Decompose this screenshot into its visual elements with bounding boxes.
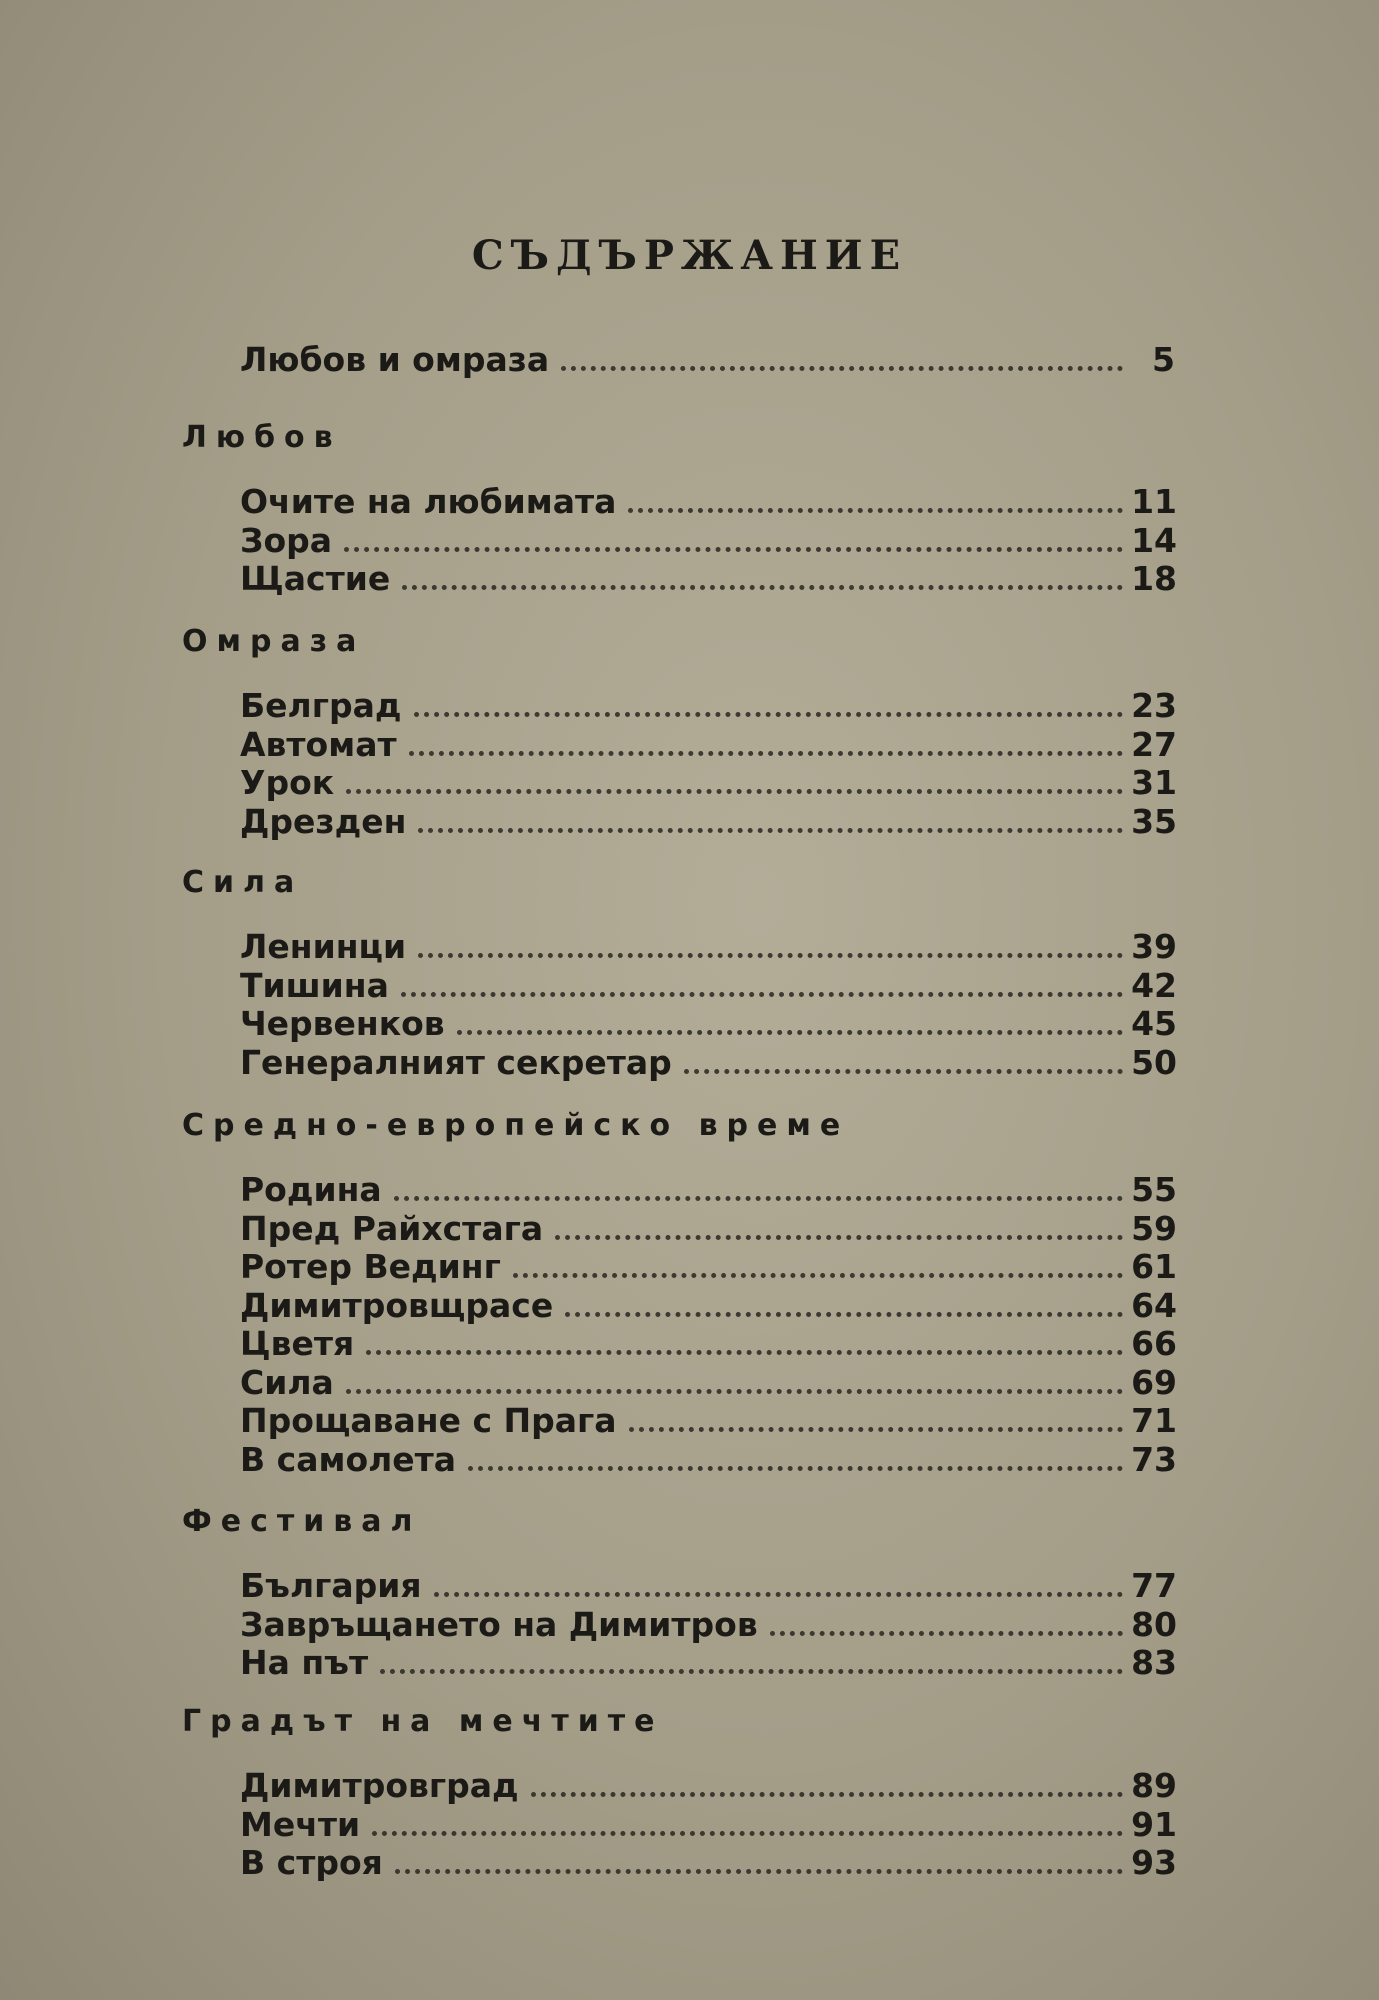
entry-title: Дрезден <box>240 801 407 841</box>
toc-entry <box>240 1247 1177 1286</box>
section-heading: Средно-европейско време <box>182 1108 850 1143</box>
section-heading: Любов <box>182 420 342 455</box>
entry-title: Димитровград <box>240 1766 519 1805</box>
toc-entry <box>240 1605 1177 1644</box>
entry-title: Зора <box>240 520 333 560</box>
entry-page: 23 <box>1131 686 1177 725</box>
entry-list <box>240 927 1177 1081</box>
toc-section <box>182 1504 1177 1682</box>
toc-section <box>182 1704 1177 1882</box>
dot-leader <box>346 1389 1123 1394</box>
entry-page: 18 <box>1131 559 1177 598</box>
entry-page: 59 <box>1131 1208 1177 1248</box>
entry-page: 73 <box>1131 1439 1177 1479</box>
toc-entry <box>240 1043 1177 1082</box>
entry-page: 61 <box>1131 1247 1177 1286</box>
entry-title: Сила <box>240 1362 334 1402</box>
dot-leader <box>409 751 1123 756</box>
toc-entry <box>240 927 1177 966</box>
dot-leader <box>402 585 1123 590</box>
entry-title: България <box>240 1566 422 1605</box>
dot-leader <box>372 1831 1123 1836</box>
entry-page: 50 <box>1131 1042 1177 1082</box>
section-heading: Градът на мечтите <box>182 1704 664 1739</box>
dot-leader <box>344 547 1123 552</box>
entry-title: Пред Райхстага <box>240 1208 544 1248</box>
entry-list <box>240 1766 1177 1882</box>
entry-page: 42 <box>1131 965 1177 1005</box>
entry-title: Димитровщрасе <box>240 1285 554 1325</box>
entry-page: 14 <box>1131 520 1177 560</box>
entry-page: 64 <box>1131 1285 1177 1325</box>
toc-entry <box>240 1566 1177 1605</box>
toc-entry <box>240 1401 1177 1440</box>
entry-list <box>240 482 1177 598</box>
dot-leader <box>346 789 1123 794</box>
toc-entry <box>240 1286 1177 1325</box>
dot-leader <box>401 992 1123 997</box>
entry-page: 55 <box>1131 1170 1177 1209</box>
toc-entry <box>240 1766 1177 1805</box>
entry-title: Цветя <box>240 1324 355 1363</box>
dot-leader <box>555 1235 1123 1240</box>
page-title: СЪДЪРЖАНИЕ <box>471 232 908 279</box>
toc-entry <box>240 1805 1177 1844</box>
entry-title: Червенков <box>240 1004 445 1043</box>
entry-page: 69 <box>1131 1362 1177 1402</box>
entry-title: Родина <box>240 1170 382 1209</box>
entry-page: 31 <box>1131 763 1177 802</box>
toc-entry <box>240 1004 1177 1043</box>
toc-entry <box>240 1209 1177 1248</box>
dot-leader <box>380 1669 1123 1674</box>
dot-leader <box>531 1792 1123 1797</box>
entry-title: На път <box>240 1643 369 1682</box>
entry-list <box>240 686 1177 840</box>
toc-entry <box>240 725 1177 764</box>
toc-entry <box>240 1324 1177 1363</box>
dot-leader <box>684 1069 1123 1074</box>
entry-page: 93 <box>1131 1843 1177 1882</box>
dot-leader <box>418 828 1123 833</box>
entry-list <box>240 1566 1177 1682</box>
entry-page: 80 <box>1131 1604 1177 1644</box>
entry-page: 5 <box>1152 340 1175 379</box>
toc-entry <box>240 1170 1177 1209</box>
dot-leader <box>770 1631 1123 1636</box>
toc-section <box>182 865 1177 1081</box>
entry-page: 45 <box>1131 1004 1177 1043</box>
dot-leader <box>561 366 1123 371</box>
entry-page: 27 <box>1131 724 1177 764</box>
dot-leader <box>629 1427 1124 1432</box>
entry-title: Ленинци <box>240 927 407 966</box>
entry-title: Генералният секретар <box>240 1042 672 1082</box>
toc-entry-intro <box>240 340 1175 379</box>
dot-leader <box>395 1869 1123 1874</box>
toc-entry <box>240 521 1177 560</box>
toc-entry <box>240 482 1177 521</box>
section-heading: Омраза <box>182 624 366 659</box>
entry-page: 11 <box>1131 482 1177 521</box>
section-heading: Фестивал <box>182 1504 422 1539</box>
section-heading: Сила <box>182 865 304 900</box>
toc-entry <box>240 686 1177 725</box>
dot-leader <box>513 1273 1123 1278</box>
dot-leader <box>434 1592 1123 1597</box>
entry-title: Прощаване с Прага <box>240 1401 617 1440</box>
entry-page: 89 <box>1131 1766 1177 1805</box>
entry-page: 91 <box>1131 1804 1177 1844</box>
toc-entry <box>240 1843 1177 1882</box>
entry-list <box>240 1170 1177 1478</box>
entry-page: 66 <box>1131 1324 1177 1363</box>
dot-leader <box>414 712 1124 717</box>
entry-title: Щастие <box>240 559 391 598</box>
toc-entry <box>240 763 1177 802</box>
toc-section <box>182 1108 1177 1478</box>
dot-leader <box>418 953 1123 958</box>
entry-title: Урок <box>240 763 335 802</box>
entry-page: 35 <box>1131 801 1177 841</box>
entry-title: В самолета <box>240 1439 457 1479</box>
toc-entry <box>240 1440 1177 1479</box>
toc-entry <box>240 1643 1177 1682</box>
toc-entry <box>240 966 1177 1005</box>
dot-leader <box>628 508 1123 513</box>
toc-entry <box>240 559 1177 598</box>
entry-title: Ротер Вединг <box>240 1247 501 1286</box>
toc-section <box>182 420 1177 598</box>
entry-title: В строя <box>240 1843 383 1882</box>
entry-page: 71 <box>1131 1401 1177 1440</box>
dot-leader <box>394 1196 1123 1201</box>
entry-page: 83 <box>1131 1643 1177 1682</box>
entry-title: Завръщането на Димитров <box>240 1604 758 1644</box>
toc-entry <box>240 1363 1177 1402</box>
entry-title: Мечти <box>240 1804 361 1844</box>
entry-page: 39 <box>1131 927 1177 966</box>
entry-page: 77 <box>1131 1566 1177 1605</box>
toc-entry <box>240 802 1177 841</box>
dot-leader <box>457 1030 1123 1035</box>
entry-title: Очите на любимата <box>240 482 617 521</box>
entry-title: Тишина <box>240 965 389 1005</box>
dot-leader <box>565 1312 1123 1317</box>
dot-leader <box>366 1350 1123 1355</box>
dot-leader <box>468 1466 1123 1471</box>
entry-title: Белград <box>240 686 402 725</box>
entry-title: Автомат <box>240 724 397 764</box>
entry-title: Любов и омраза <box>240 340 550 379</box>
toc-section <box>182 624 1177 840</box>
